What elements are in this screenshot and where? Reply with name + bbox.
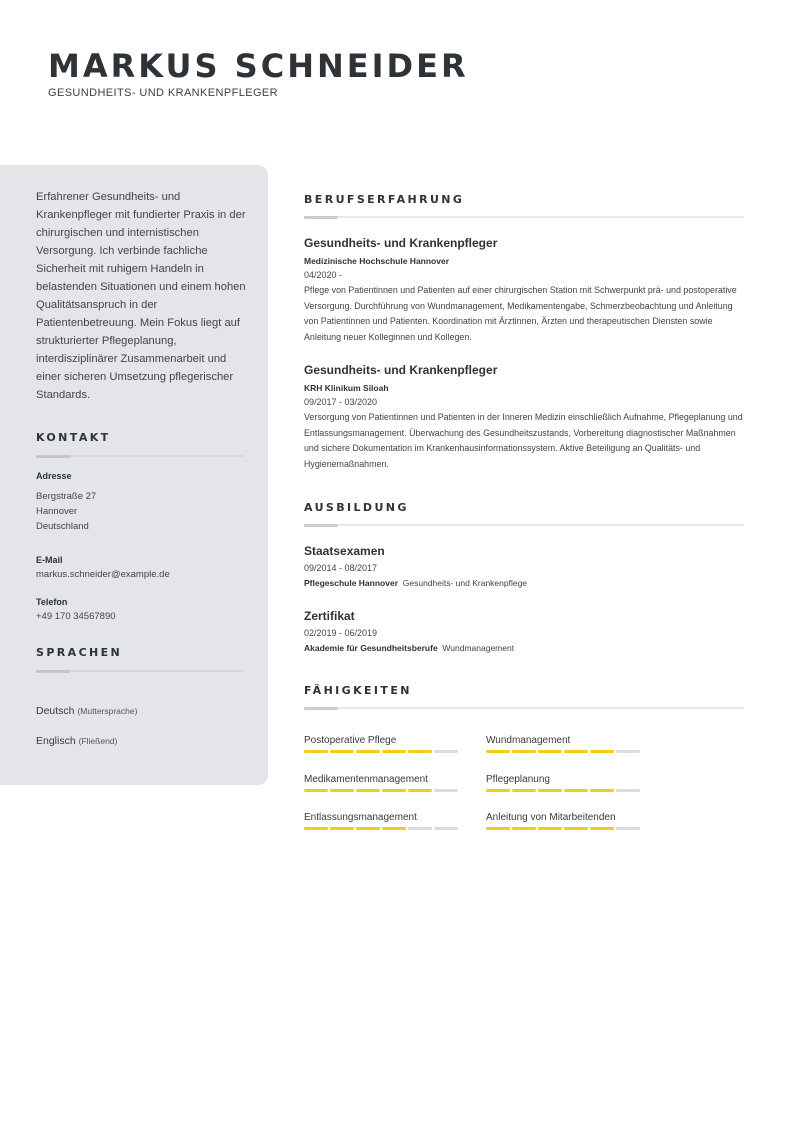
skill-segment-empty	[434, 827, 458, 830]
skill-rating-bar	[304, 750, 464, 753]
education-entry-title: Staatsexamen	[304, 544, 385, 558]
phone-link[interactable]: +49 170 34567890	[36, 611, 116, 622]
skill-name: Medikamentenmanagement	[304, 774, 428, 785]
skill-segment-filled	[356, 827, 380, 830]
education-heading: AUSBILDUNG	[304, 501, 409, 514]
address-street: Bergstraße 27	[36, 491, 97, 502]
language-level: (Muttersprache)	[77, 706, 138, 716]
language-name: Englisch	[36, 735, 76, 747]
education-entry-date: 02/2019 - 06/2019	[304, 628, 378, 638]
skill-segment-filled	[408, 789, 432, 792]
languages-heading: SPRACHEN	[36, 646, 123, 659]
address-label: Adresse	[36, 471, 72, 481]
skill-segment-filled	[356, 789, 380, 792]
skill-segment-filled	[512, 827, 536, 830]
skills-divider	[304, 707, 744, 709]
job-entry-employer: KRH Klinikum Siloah	[304, 383, 389, 393]
skill-segment-filled	[564, 789, 588, 792]
skill-segment-filled	[538, 789, 562, 792]
education-divider	[304, 524, 744, 526]
profile-summary: Erfahrener Gesundheits- und Krankenpfleger mit fundierter Praxis in der chirurgischen und internistischen Versorgung. Ich verbinde fachliche Sicherheit mit ruhigem Handeln in belastenden Situationen und einem hohen Qualitätsanspruch in der Patientenbetreuung. Mein Fokus liegt auf strukturierter Pflegeplanung, interdisziplinärer Zusammenarbeit und einer sicheren Umsetzung pflegerischer Standards.	[36, 191, 246, 401]
language-item	[36, 735, 117, 747]
language-name: Deutsch	[36, 705, 75, 717]
job-entry-description: Versorgung von Patientinnen und Patienten in der Inneren Medizin einschließlich Aufnahme, Pflegeplanung und Entlassungsmanagement. Überwachung des Gesundheitszustands, Vorbereitung diagnostischer Maßnahmen und sichere Dokumentation im Krankenhausinformationssystem. Aktive Beteiligung an Qualitäts- und Hygienemaßnahmen.	[304, 412, 743, 469]
job-entry-date: 09/2017 - 03/2020	[304, 397, 378, 407]
skill-segment-filled	[538, 750, 562, 753]
skill-segment-empty	[616, 789, 640, 792]
job-title: GESUNDHEITS- UND KRANKENPFLEGER	[48, 87, 278, 99]
skill-segment-empty	[408, 827, 432, 830]
language-item	[36, 705, 137, 717]
experience-divider	[304, 216, 744, 218]
skill-segment-filled	[486, 750, 510, 753]
skill-segment-filled	[304, 827, 328, 830]
skill-segment-filled	[382, 789, 406, 792]
skill-segment-filled	[382, 750, 406, 753]
skill-segment-filled	[590, 750, 614, 753]
skill-segment-filled	[512, 789, 536, 792]
person-name: MARKUS SCHNEIDER	[48, 47, 469, 85]
school-name: Akademie für Gesundheitsberufe	[304, 643, 438, 653]
skill-segment-empty	[616, 827, 640, 830]
phone-label: Telefon	[36, 597, 68, 607]
skill-name: Anleitung von Mitarbeitenden	[486, 812, 616, 823]
contact-heading: KONTAKT	[36, 431, 111, 444]
school-name: Pflegeschule Hannover	[304, 578, 399, 588]
skill-rating-bar	[486, 789, 646, 792]
skill-segment-filled	[356, 750, 380, 753]
skill-segment-filled	[304, 789, 328, 792]
skill-segment-filled	[408, 750, 432, 753]
skill-segment-filled	[590, 789, 614, 792]
skill-name: Pflegeplanung	[486, 774, 550, 785]
skill-segment-empty	[434, 789, 458, 792]
job-entry-title: Gesundheits- und Krankenpfleger	[304, 236, 498, 250]
skill-segment-filled	[304, 750, 328, 753]
skill-rating-bar	[486, 827, 646, 830]
skill-item	[486, 735, 646, 753]
job-entry-date: 04/2020 -	[304, 270, 343, 280]
email-link[interactable]: markus.schneider@example.de	[36, 569, 170, 580]
skill-rating-bar	[486, 750, 646, 753]
skill-segment-filled	[486, 827, 510, 830]
skill-name: Wundmanagement	[486, 735, 571, 746]
address-city: Hannover	[36, 506, 78, 517]
skill-item	[486, 812, 646, 830]
skill-segment-filled	[564, 750, 588, 753]
school-field: Gesundheits- und Krankenpflege	[402, 578, 528, 588]
skill-segment-filled	[512, 750, 536, 753]
skill-segment-empty	[434, 750, 458, 753]
education-entry-title: Zertifikat	[304, 609, 355, 623]
email-label: E-Mail	[36, 555, 63, 565]
address-country: Deutschland	[36, 521, 89, 532]
school-field: Wundmanagement	[442, 643, 515, 653]
experience-heading: BERUFSERFAHRUNG	[304, 193, 465, 206]
skill-name: Postoperative Pflege	[304, 735, 397, 746]
job-entry-title: Gesundheits- und Krankenpfleger	[304, 363, 498, 377]
education-entry-school	[304, 578, 527, 588]
languages-divider	[36, 670, 244, 672]
education-entry-date: 09/2014 - 08/2017	[304, 563, 378, 573]
skill-segment-filled	[590, 827, 614, 830]
job-entry-description: Pflege von Patientinnen und Patienten auf einer chirurgischen Station mit Schwerpunkt prä- und postoperative Versorgung. Durchführung von Wundmanagement, Medikamentengabe, Schmerzbeobachtung und Anleitung von Patientinnen und Patienten. Koordination mit Ärztinnen, Ärzten und therapeutischen Diensten sowie Anleitung neuer Kolleginnen und Kollegen.	[304, 285, 737, 342]
skill-item	[304, 774, 464, 792]
skill-segment-filled	[330, 750, 354, 753]
language-level: (Fließend)	[78, 736, 118, 746]
skill-segment-filled	[382, 827, 406, 830]
skill-item	[304, 812, 464, 830]
skills-heading: FÄHIGKEITEN	[304, 684, 412, 697]
skill-segment-empty	[616, 750, 640, 753]
skill-rating-bar	[304, 827, 464, 830]
resume-header	[48, 46, 469, 99]
skill-rating-bar	[304, 789, 464, 792]
sidebar	[0, 165, 268, 785]
skill-name: Entlassungsmanagement	[304, 812, 417, 823]
job-entry-employer: Medizinische Hochschule Hannover	[304, 256, 450, 266]
skill-item	[304, 735, 464, 753]
skill-segment-filled	[538, 827, 562, 830]
contact-divider	[36, 455, 244, 457]
skill-segment-filled	[486, 789, 510, 792]
skill-segment-filled	[330, 789, 354, 792]
skill-item	[486, 774, 646, 792]
skill-segment-filled	[564, 827, 588, 830]
education-entry-school	[304, 643, 514, 653]
skill-segment-filled	[330, 827, 354, 830]
